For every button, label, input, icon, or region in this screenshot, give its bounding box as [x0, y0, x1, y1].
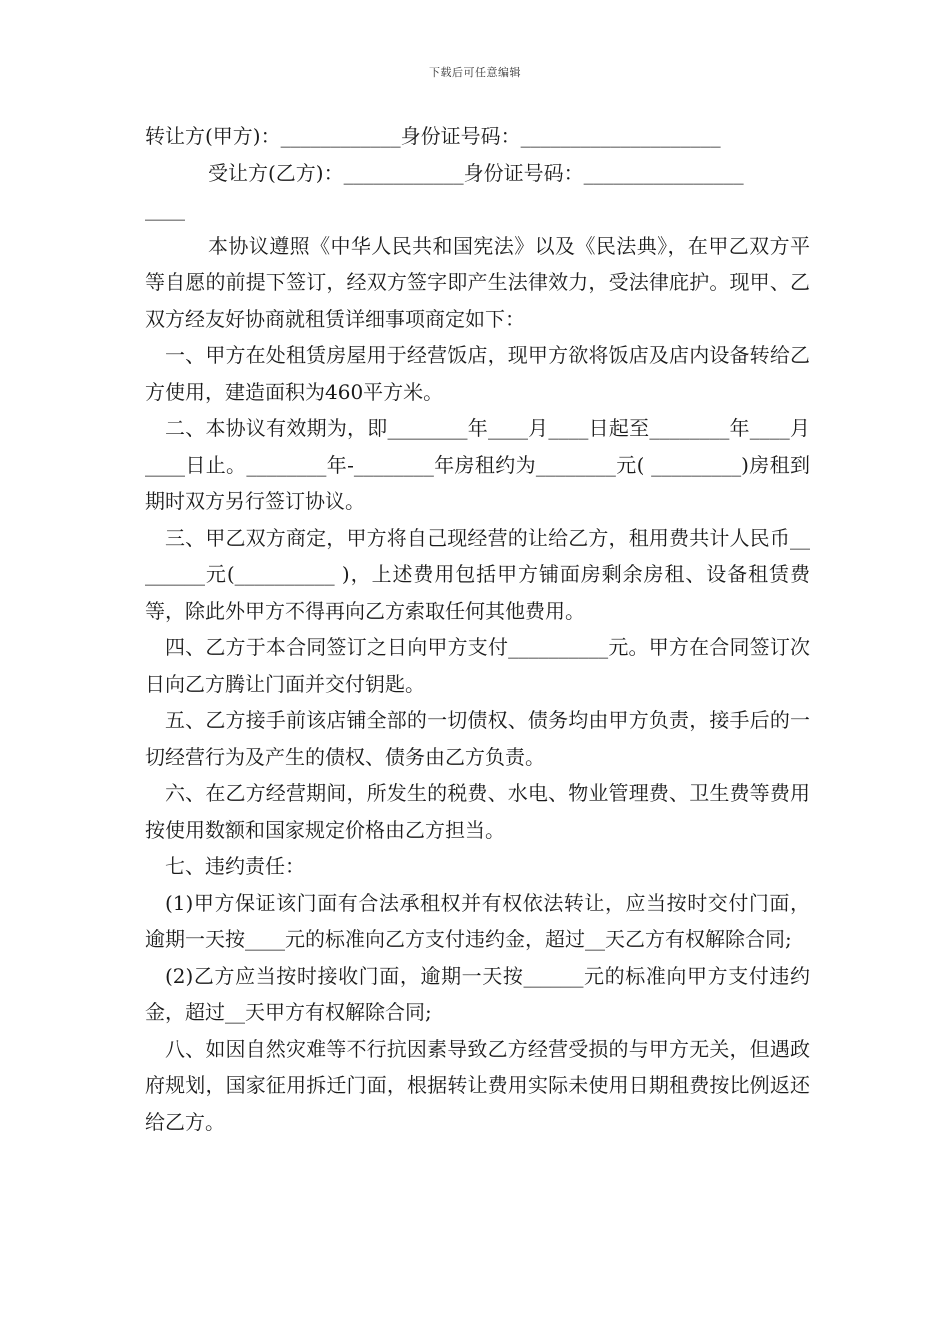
clause-7-item-1: (1)甲方保证该门面有合法承租权并有权依法转让，应当按时交付门面，逾期一天按____元的标准向乙方支付违约金，超过__天乙方有权解除合同; — [145, 890, 810, 951]
document-body — [145, 118, 810, 1140]
party-b-line-continued: ____ — [145, 197, 185, 221]
clause-3: 三、甲乙双方商定，甲方将自己现经营的让给乙方，租用费共计人民币________元(__________ )，上述费用包括甲方铺面房剩余房租、设备租赁费等，除此外甲方不得再向乙方索取任何其他费用。 — [145, 525, 810, 623]
clause-4: 四、乙方于本合同签订之日向甲方支付__________元。甲方在合同签订次日向乙方腾让门面并交付钥匙。 — [145, 635, 810, 696]
clause-7-heading: 七、违约责任： — [165, 854, 305, 878]
party-b-line: 受让方(乙方)：____________身份证号码：________________ — [208, 160, 744, 185]
clause-1: 一、甲方在处租赁房屋用于经营饭店，现甲方欲将饭店及店内设备转给乙方使用，建造面积为460平方米。 — [145, 343, 810, 404]
clause-6: 六、在乙方经营期间，所发生的税费、水电、物业管理费、卫生费等费用按使用数额和国家规定价格由乙方担当。 — [145, 781, 810, 842]
clause-2: 二、本协议有效期为，即________年____月____日起至________年____月____日止。________年-________年房租约为________元( _________)房租到期时双方另行签订协议。 — [145, 416, 810, 513]
clause-5: 五、乙方接手前该店铺全部的一切债权、债务均由甲方负责，接手后的一切经营行为及产生的债权、债务由乙方负责。 — [145, 708, 810, 769]
clause-7-item-2: (2)乙方应当按时接收门面，逾期一天按______元的标准向甲方支付违约金，超过__天甲方有权解除合同; — [145, 963, 810, 1024]
party-a-line: 转让方(甲方)：____________身份证号码：____________________ — [145, 124, 721, 148]
page-header-note: 下载后可任意编辑 — [429, 66, 521, 79]
clause-8: 八、如因自然灾难等不行抗因素导致乙方经营受损的与甲方无关，但遇政府规划，国家征用拆迁门面，根据转让费用实际未使用日期租费按比例返还给乙方。 — [145, 1036, 810, 1134]
preamble-paragraph: 本协议遵照《中华人民共和国宪法》以及《民法典》，在甲乙双方平等自愿的前提下签订，经双方签字即产生法律效力，受法律庇护。现甲、乙双方经友好协商就租赁详细事项商定如下： — [145, 233, 810, 331]
